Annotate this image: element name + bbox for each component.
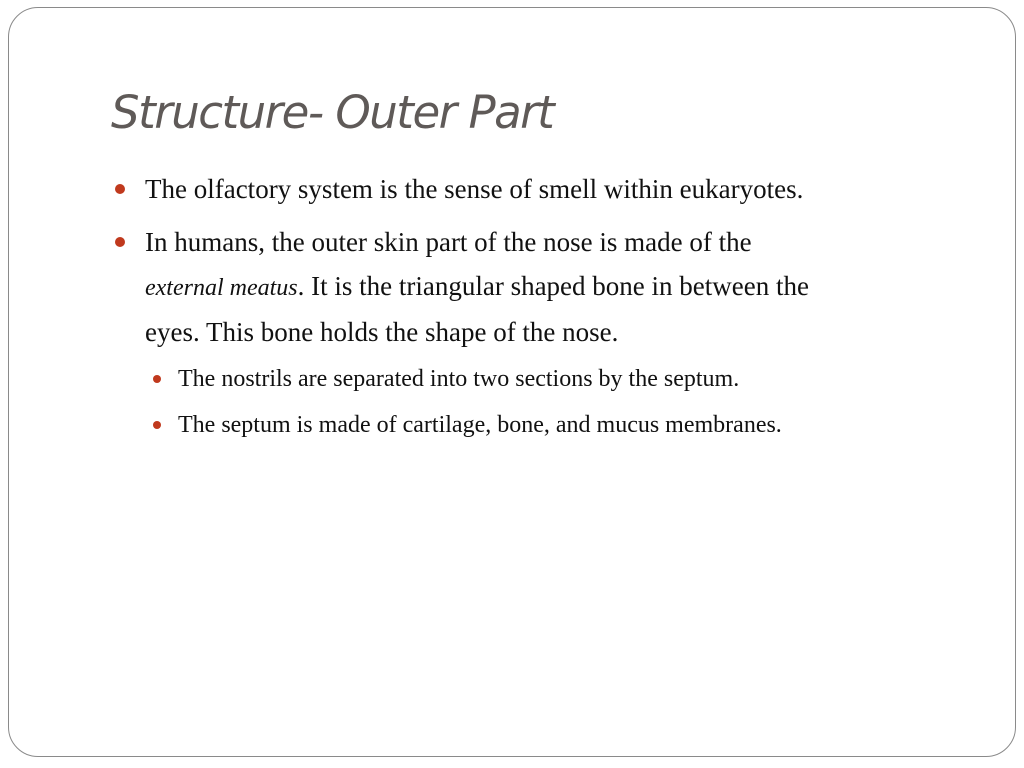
sub-bullet-item: [178, 409, 782, 441]
bullet-text-line: [145, 264, 809, 310]
bullet-marker-icon: [115, 184, 125, 194]
bullet-text-line: eyes. This bone holds the shape of the nose.: [145, 317, 619, 347]
bullet-marker-icon: [153, 375, 161, 383]
bullet-marker-icon: [153, 421, 161, 429]
bullet-text-line: In humans, the outer skin part of the nose is made of the: [145, 227, 752, 257]
slide-title: Structure- Outer Part: [111, 86, 554, 139]
sub-bullet-item: [178, 363, 739, 395]
bullet-emphasis: external meatus: [145, 275, 298, 301]
bullet-marker-icon: [115, 237, 125, 247]
bullet-item: [145, 220, 809, 354]
bullet-item: [145, 167, 803, 211]
bullet-text: The olfactory system is the sense of smell within eukaryotes.: [145, 174, 804, 204]
bullet-text-segment: . It is the triangular shaped bone in between the: [297, 271, 809, 301]
sub-bullet-text: The nostrils are separated into two sections by the septum.: [178, 366, 740, 392]
sub-bullet-text: The septum is made of cartilage, bone, and mucus membranes.: [178, 412, 782, 438]
